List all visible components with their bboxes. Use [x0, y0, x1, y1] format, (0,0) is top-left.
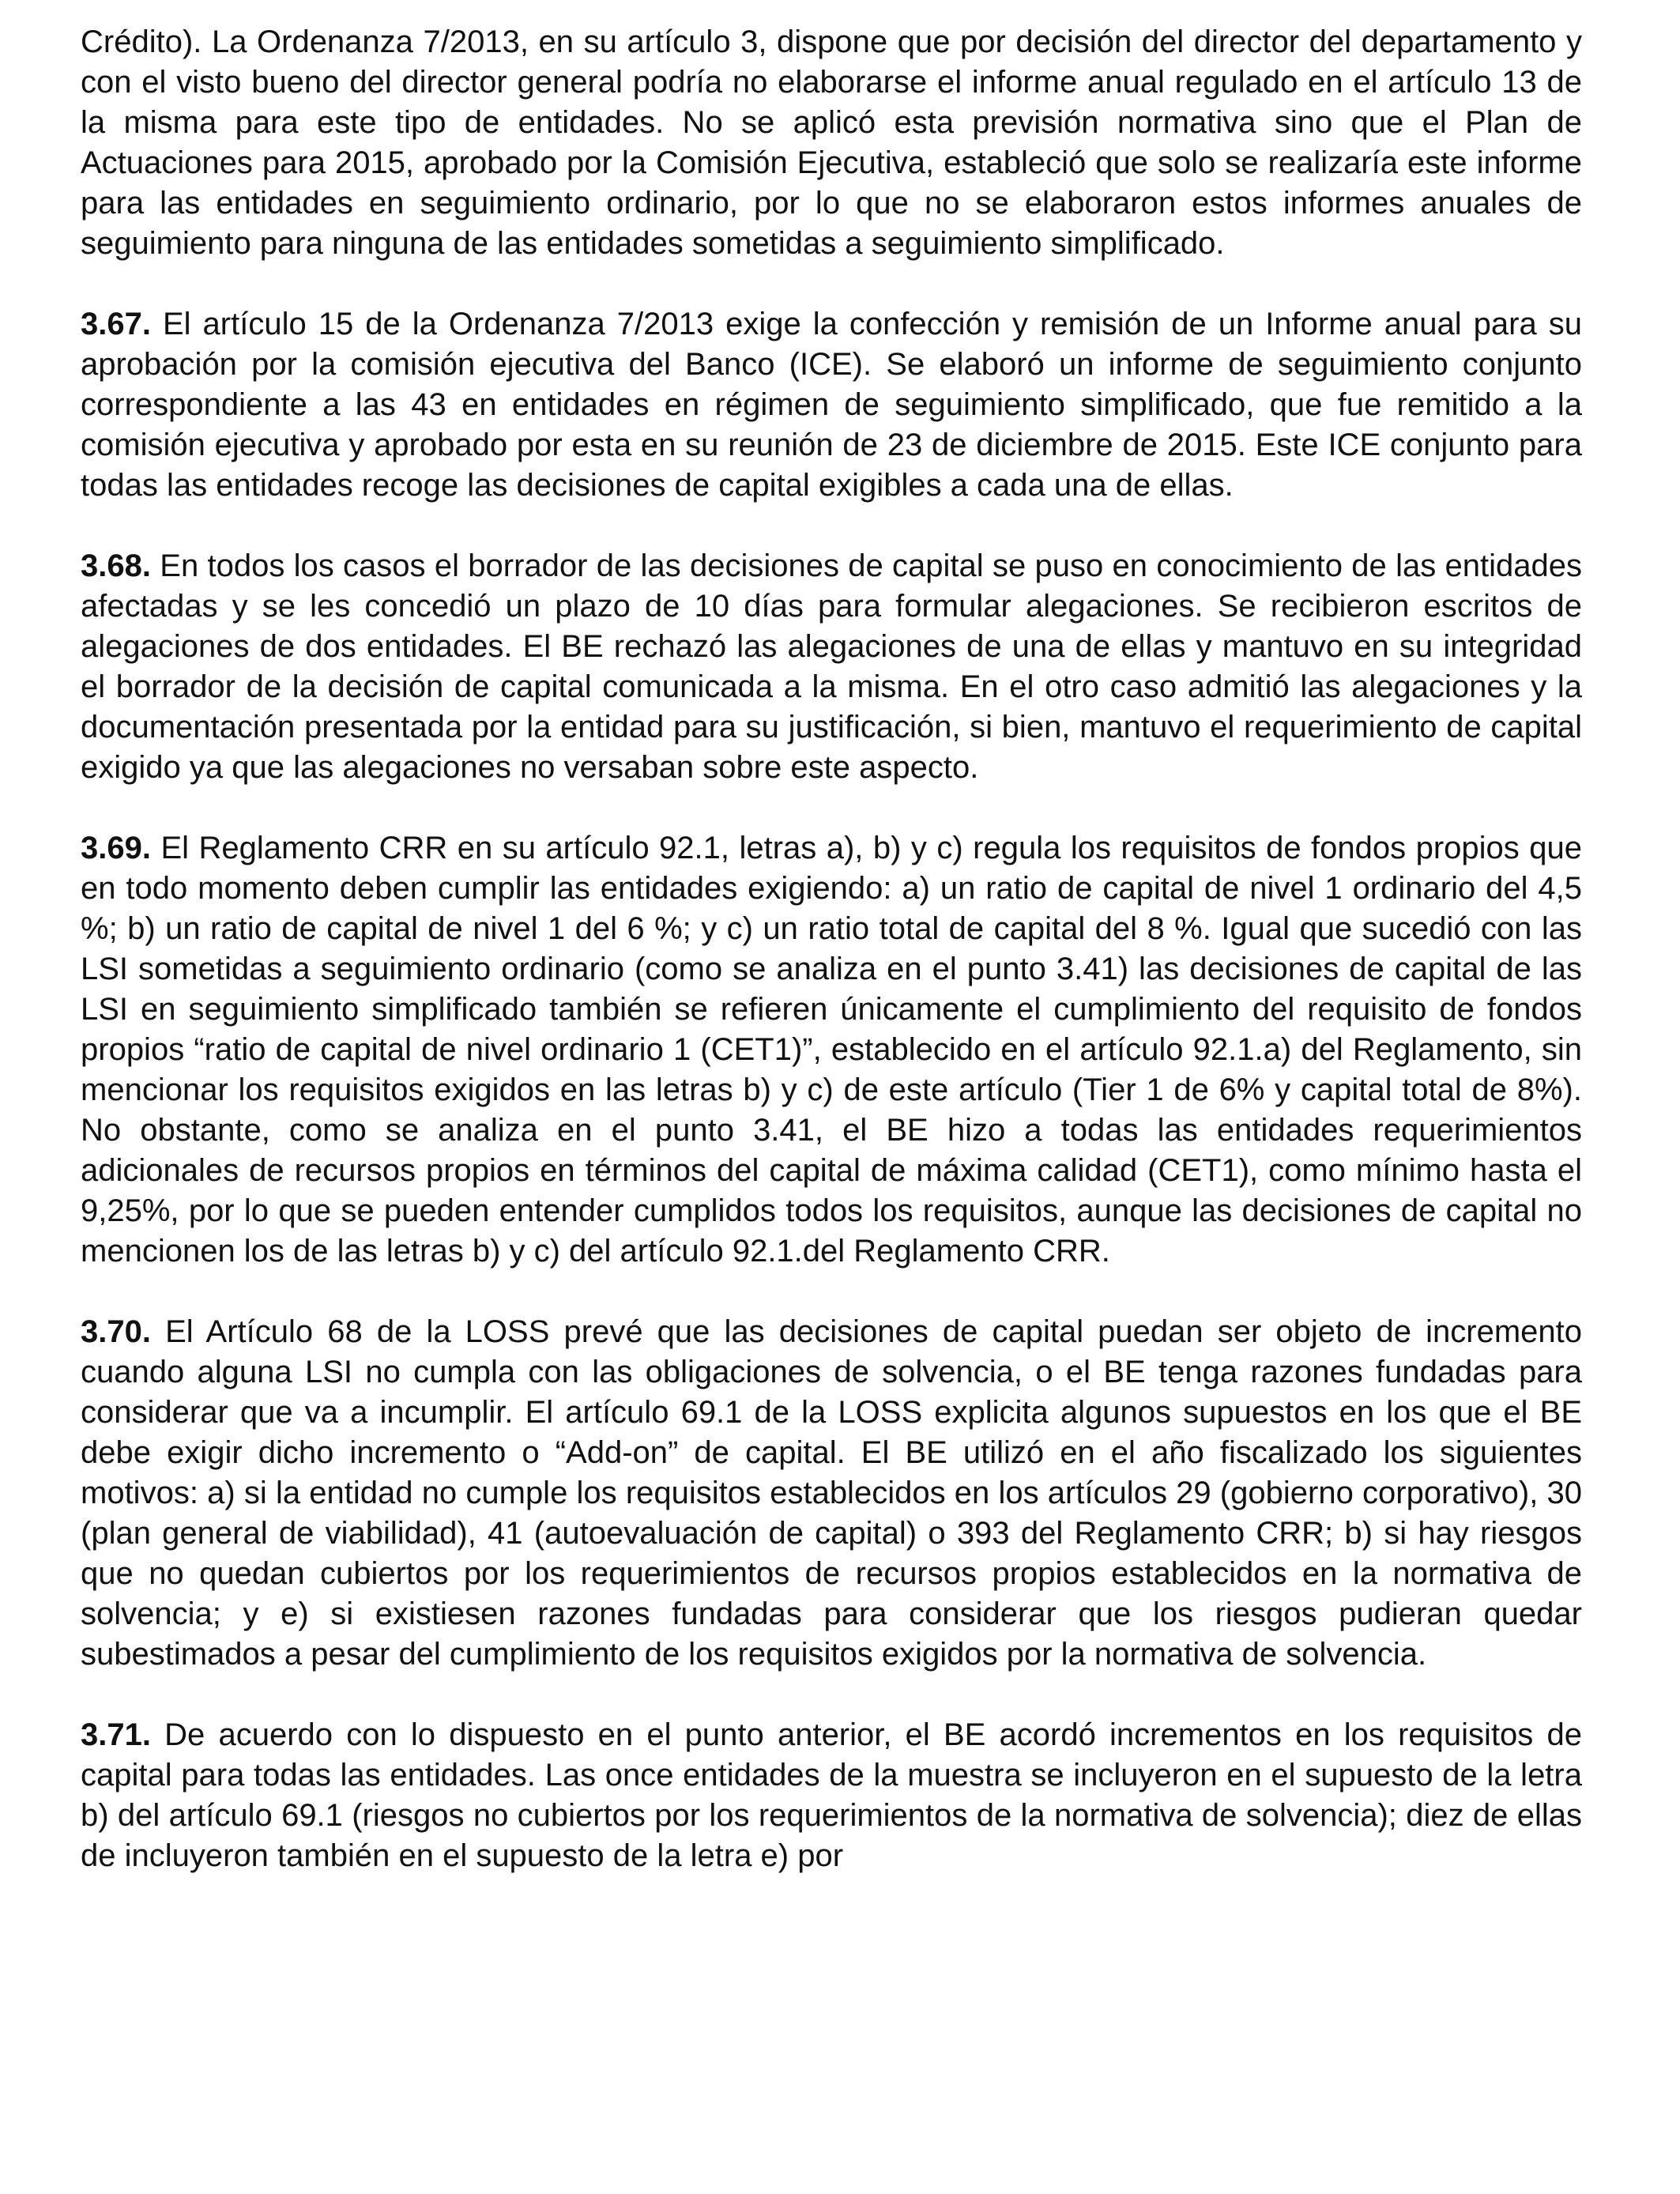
paragraph-number: 3.70. [81, 1314, 151, 1349]
paragraph-text: El Artículo 68 de la LOSS prevé que las decisiones de capital puedan ser objeto de incremento cuando alguna LSI no cumpla con las obligaciones de solvencia, o el BE tenga razones fundadas para considerar que va a incumplir. El artículo 69.1 de la LOSS explicita algunos supuestos en los que el BE debe exigir dicho incremento o “Add-on” de capital. El BE utilizó en el año fiscalizado los siguientes motivos: a) si la entidad no cumple los requisitos establecidos en los artículos 29 (gobierno corporativo), 30 (plan general de viabilidad), 41 (autoevaluación de capital) o 393 del Reglamento CRR; b) si hay riesgos que no quedan cubiertos por los requerimientos de recursos propios establecidos en la normativa de solvencia; y e) si existiesen razones fundadas para considerar que los riesgos pudieran quedar subestimados a pesar del cumplimiento de los requisitos exigidos por la normativa de solvencia. [81, 1314, 1582, 1672]
paragraph-number: 3.71. [81, 1717, 151, 1752]
paragraph-number: 3.69. [81, 831, 151, 865]
paragraph-text: El Reglamento CRR en su artículo 92.1, letras a), b) y c) regula los requisitos de fondos propios que en todo momento deben cumplir las entidades exigiendo: a) un ratio de capital de nivel 1 ordinario del 4,5 %; b) un ratio de capital de nivel 1 del 6 %; y c) un ratio total de capital del 8 %. Igual que sucedió con las LSI sometidas a seguimiento ordinario (como se analiza en el punto 3.41) las decisiones de capital de las LSI en seguimiento simplificado también se refieren únicamente el cumplimiento del requisito de fondos propios “ratio de capital de nivel ordinario 1 (CET1)”, establecido en el artículo 92.1.a) del Reglamento, sin mencionar los requisitos exigidos en las letras b) y c) de este artículo (Tier 1 de 6% y capital total de 8%). No obstante, como se analiza en el punto 3.41, el BE hizo a todas las entidades requerimientos adicionales de recursos propios en términos del capital de máxima calidad (CET1), como mínimo hasta el 9,25%, por lo que se pueden entender cumplidos todos los requisitos, aunque las decisiones de capital no mencionen los de las letras b) y c) del artículo 92.1.del Reglamento CRR. [81, 831, 1582, 1269]
document-page [81, 22, 1582, 1917]
paragraph-text: El artículo 15 de la Ordenanza 7/2013 exige la confección y remisión de un Informe anual para su aprobación por la comisión ejecutiva del Banco (ICE). Se elaboró un informe de seguimiento conjunto correspondiente a las 43 en entidades en régimen de seguimiento simplificado, que fue remitido a la comisión ejecutiva y aprobado por esta en su reunión de 23 de diciembre de 2015. Este ICE conjunto para todas las entidades recoge las decisiones de capital exigibles a cada una de ellas. [81, 307, 1582, 503]
paragraph-3-69 [81, 828, 1582, 1272]
paragraph-text: En todos los casos el borrador de las decisiones de capital se puso en conocimiento de las entidades afectadas y se les concedió un plazo de 10 días para formular alegaciones. Se recibieron escritos de alegaciones de dos entidades. El BE rechazó las alegaciones de una de ellas y mantuvo en su integridad el borrador de la decisión de capital comunicada a la misma. En el otro caso admitió las alegaciones y la documentación presentada por la entidad para su justificación, si bien, mantuvo el requerimiento de capital exigido ya que las alegaciones no versaban sobre este aspecto. [81, 548, 1582, 785]
paragraph-3-67 [81, 304, 1582, 506]
paragraph-continuation [81, 22, 1582, 264]
paragraph-text: Crédito). La Ordenanza 7/2013, en su artículo 3, dispone que por decisión del director del departamento y con el visto bueno del director general podría no elaborarse el informe anual regulado en el artículo 13 de la misma para este tipo de entidades. No se aplicó esta previsión normativa sino que el Plan de Actuaciones para 2015, aprobado por la Comisión Ejecutiva, estableció que solo se realizaría este informe para las entidades en seguimiento ordinario, por lo que no se elaboraron estos informes anuales de seguimiento para ninguna de las entidades sometidas a seguimiento simplificado. [81, 25, 1582, 261]
paragraph-3-71 [81, 1715, 1582, 1876]
paragraph-number: 3.68. [81, 548, 151, 583]
paragraph-3-70 [81, 1312, 1582, 1675]
paragraph-3-68 [81, 546, 1582, 788]
paragraph-text: De acuerdo con lo dispuesto en el punto anterior, el BE acordó incrementos en los requisitos de capital para todas las entidades. Las once entidades de la muestra se incluyeron en el supuesto de la letra b) del artículo 69.1 (riesgos no cubiertos por los requerimientos de la normativa de solvencia); diez de ellas de incluyeron también en el supuesto de la letra e) por [81, 1717, 1582, 1873]
paragraph-number: 3.67. [81, 307, 151, 341]
